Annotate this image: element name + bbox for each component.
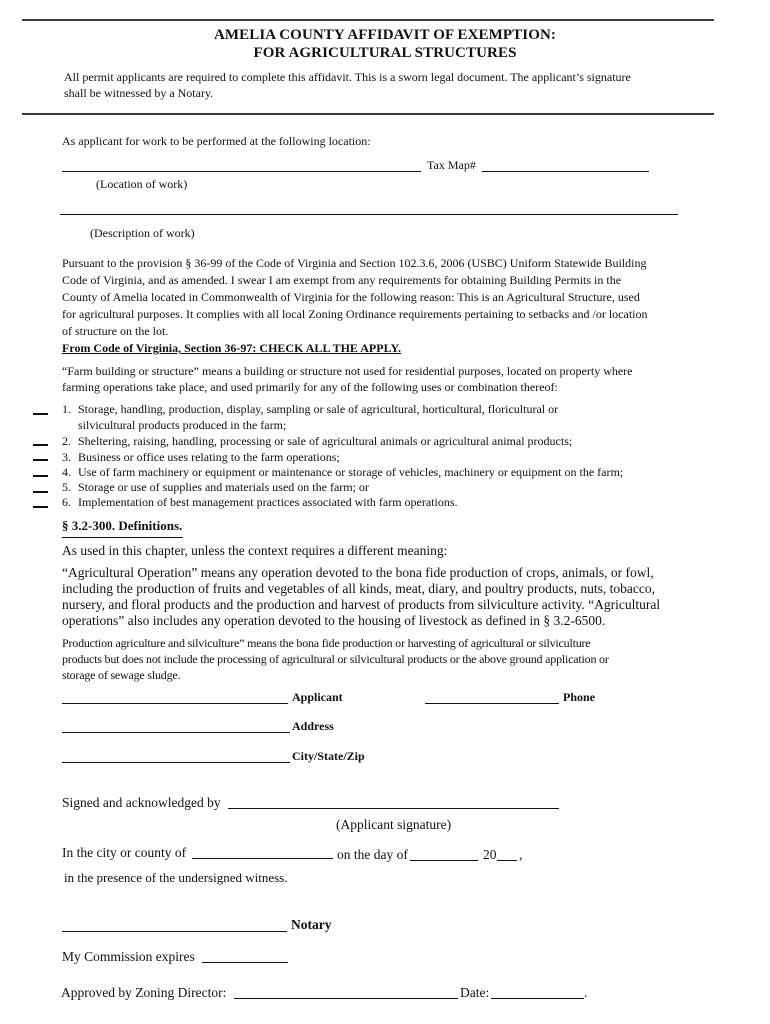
production-line-2: products but does not include the processing of agricultural or silvicultural products or the above ground application or [62,652,609,666]
pursuant-line-4: for agricultural purposes. It complies with all local Zoning Ordinance requirements pertaining to setbacks and /or location [62,307,648,321]
signed-label: Signed and acknowledged by [62,795,221,810]
presence-text: in the presence of the undersigned witness. [64,870,288,885]
city-state-zip-label: City/State/Zip [292,749,365,763]
checklist-num: 3. [62,450,71,464]
form-title-line-1: AMELIA COUNTY AFFIDAVIT OF EXEMPTION: [213,27,557,43]
intro-line-1: All permit applicants are required to complete this affidavit. This is a sworn legal document. The applicant’s signature [64,70,631,84]
definitions-heading: § 3.2-300. Definitions. [62,518,183,533]
intro-line-2: shall be witnessed by a Notary. [64,86,214,100]
tax-map-label: Tax Map# [427,158,476,172]
commission-expires-field[interactable] [202,962,288,963]
location-of-work-field[interactable] [62,171,421,172]
definitions-heading-rule [62,537,183,538]
checklist-item-4 [62,465,623,481]
phone-label: Phone [563,690,596,704]
checkbox-item-1[interactable] [33,413,48,415]
checklist-item-3 [62,450,340,466]
production-line-3: storage of sewage sludge. [62,668,181,682]
checklist-item-5 [62,480,369,496]
address-field[interactable] [62,732,290,733]
location-caption: (Location of work) [96,177,188,191]
city-county-label: In the city or county of [62,845,187,860]
day-field[interactable] [410,860,478,861]
commission-label: My Commission expires [62,949,195,964]
date-period: . [584,985,588,1000]
phone-field[interactable] [425,703,559,704]
pursuant-line-3: County of Amelia located in Commonwealth of Virginia for the following reason: This is an Agricultural Structure, used [62,290,640,304]
code-heading: From Code of Virginia, Section 36-97: CHECK ALL THE APPLY. [62,341,402,355]
description-of-work-field[interactable] [60,214,678,215]
checklist-num: 6. [62,495,71,509]
checklist-text: Use of farm machinery or equipment or maintenance or storage of vehicles, machinery or equipment on the farm; [78,465,624,479]
checklist-text: Implementation of best management practices associated with farm operations. [78,495,458,509]
applicant-label: Applicant [292,690,343,704]
checklist-item-1 [62,402,558,433]
checklist-num: 1. [62,402,71,416]
ag-operation-line-3: nursery, and floral products and the production and harvest of products from silviculture activity. “Agricultural [62,597,661,612]
date-label: Date: [460,985,490,1000]
address-label: Address [292,719,334,733]
farm-definition-line-2: farming operations take place, and used primarily for any of the following uses or combination thereof: [62,380,558,394]
production-line-1: Production agriculture and silviculture” means the bona fide production or harvesting of agricultural or silviculture [62,636,591,650]
ag-operation-line-4: operations” also includes any operation devoted to the housing of livestock as defined in § 3.2-6500. [62,613,606,628]
year-field[interactable] [497,860,517,861]
farm-definition-line-1: “Farm building or structure” means a building or structure not used for residential purposes, located on property where [62,364,633,378]
approved-label: Approved by Zoning Director: [61,985,227,1000]
tax-map-field[interactable] [482,171,649,172]
checkbox-item-6[interactable] [33,506,48,508]
pursuant-line-1: Pursuant to the provision § 36-99 of the Code of Virginia and Section 102.3.6, 2006 (USBC) Uniform Statewide Building [62,256,647,270]
applicant-signature-field[interactable] [228,808,559,809]
date-field[interactable] [491,998,584,999]
checklist-text: Storage or use of supplies and materials used on the farm; or [78,480,369,494]
pursuant-line-2: Code of Virginia, and as amended. I swear I am exempt from any requirements for obtaining Building Permits in the [62,273,622,287]
checklist-text-cont: silvicultural products produced in the farm; [78,417,287,432]
definitions-intro: As used in this chapter, unless the context requires a different meaning: [62,543,448,558]
notary-label: Notary [291,917,332,932]
checklist-num: 5. [62,480,71,494]
checkbox-item-4[interactable] [33,475,48,477]
header-bottom-rule [22,113,714,115]
pursuant-line-5: of structure on the lot. [62,324,169,338]
checklist-item-2 [62,434,572,450]
on-day-label: on the day of [337,847,408,862]
checkbox-item-2[interactable] [33,444,48,446]
checkbox-item-5[interactable] [33,491,48,493]
checklist-text: Sheltering, raising, handling, processing or sale of agricultural animals or agricultural animal products; [78,434,573,448]
location-lead: As applicant for work to be performed at the following location: [62,134,371,148]
year-prefix: 20 [483,847,497,862]
city-state-zip-field[interactable] [62,762,290,763]
checklist-text: Business or office uses relating to the farm operations; [78,450,340,464]
top-rule [22,19,714,21]
ag-operation-line-2: including the production of fruits and vegetables of all kinds, meat, diary, and poultry products, nuts, tobacco, [62,581,655,596]
checklist-text: Storage, handling, production, display, sampling or sale of agricultural, horticultural, floricultural or [78,402,559,416]
notary-field[interactable] [62,931,287,932]
checklist-item-6 [62,495,458,511]
zoning-director-field[interactable] [234,998,458,999]
form-title-line-2: FOR AGRICULTURAL STRUCTURES [253,45,517,61]
ag-operation-line-1: “Agricultural Operation” means any operation devoted to the bona fide production of crops, animals, or fowl, [62,565,654,580]
description-caption: (Description of work) [90,226,195,240]
year-comma: , [519,847,523,862]
applicant-field[interactable] [62,703,288,704]
checkbox-item-3[interactable] [33,459,48,461]
city-county-field[interactable] [192,858,333,859]
checklist-num: 4. [62,465,71,479]
signature-caption: (Applicant signature) [336,817,452,832]
checklist-num: 2. [62,434,71,448]
